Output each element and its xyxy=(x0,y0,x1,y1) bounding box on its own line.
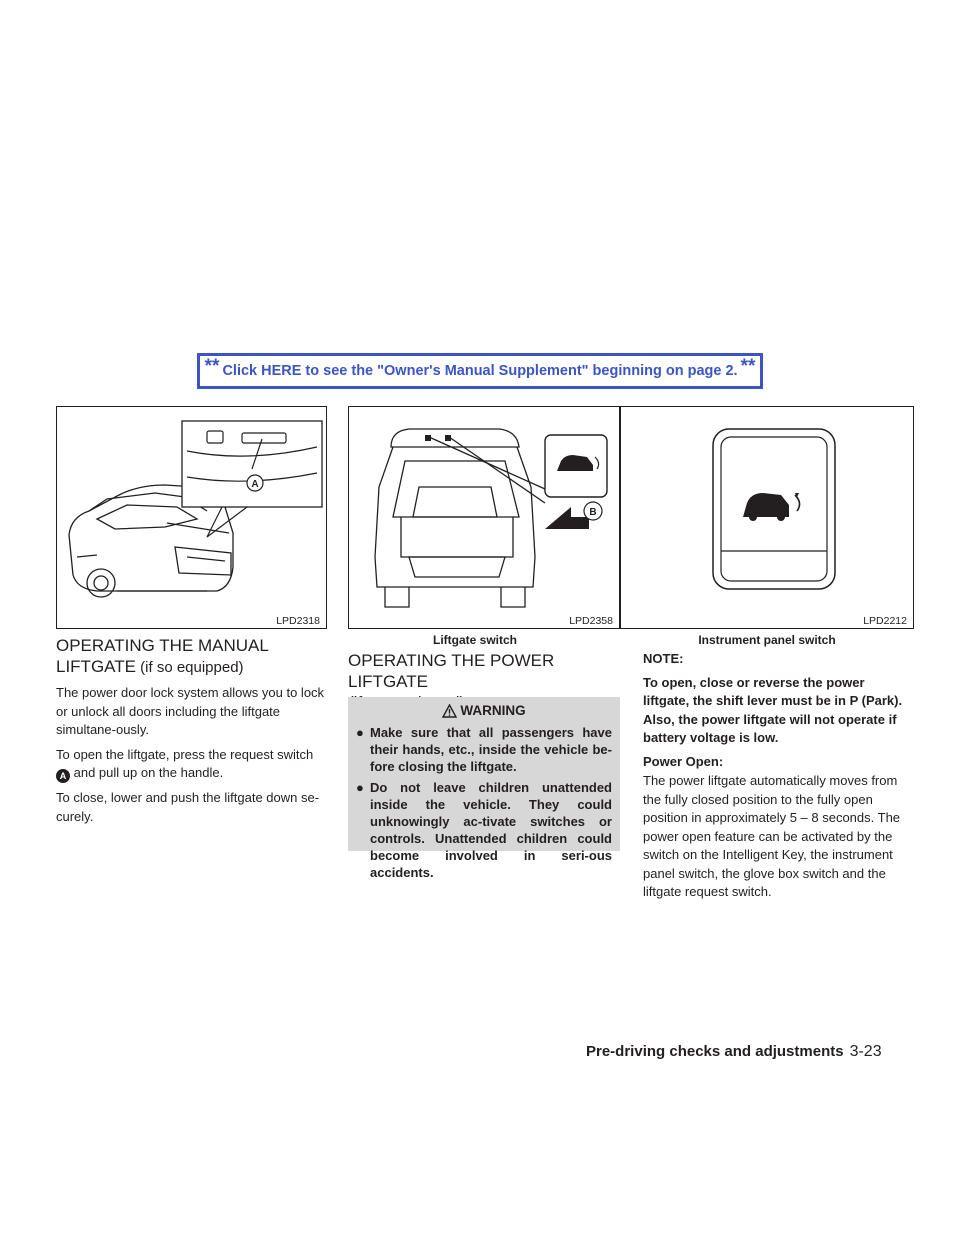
heading-line-1: OPERATING THE MANUAL xyxy=(56,636,269,655)
callout-b: B xyxy=(589,507,597,518)
paragraph: To close, lower and push the liftgate down se-curely. xyxy=(56,790,320,824)
bullet-icon: ● xyxy=(356,780,364,795)
page-number: 3-23 xyxy=(849,1043,882,1060)
panel-switch-illustration xyxy=(621,407,914,629)
note-column xyxy=(643,650,914,907)
figure-manual-liftgate xyxy=(56,406,327,629)
figure-liftgate-switch xyxy=(348,406,620,629)
figure-code: LPD2318 xyxy=(276,615,320,627)
manual-liftgate-body xyxy=(56,684,327,832)
banner-stars-right: ** xyxy=(740,356,756,377)
open-liftgate-illustration xyxy=(349,407,620,629)
supplement-link-banner[interactable] xyxy=(197,353,763,389)
callout-a: A xyxy=(251,479,259,490)
paragraph: To open the liftgate, press the request switch A and pull up on the handle. xyxy=(56,746,314,781)
figure-code: LPD2358 xyxy=(569,615,613,627)
note-label: NOTE: xyxy=(643,651,684,666)
car-rear-illustration xyxy=(57,407,327,629)
figure-caption-instrument-panel-switch: Instrument panel switch xyxy=(698,633,836,647)
figure-caption-liftgate-switch: Liftgate switch xyxy=(432,633,517,647)
footer-section: Pre-driving checks and adjustments xyxy=(586,1043,844,1060)
paragraph: The power door lock system allows you to lock or unlock all doors including the liftgate simultane-ously. xyxy=(56,685,325,737)
circled-a-icon: A xyxy=(56,769,70,783)
note-text: To open, close or reverse the power liftgate, the shift lever must be in P (Park). Also, the power liftgate will not operate if battery voltage is low. xyxy=(643,674,903,745)
banner-text: Click HERE to see the "Owner's Manual Supplement" beginning on page 2. xyxy=(222,363,738,379)
warning-title: WARNING xyxy=(460,703,526,718)
heading-line-1: OPERATING THE POWER LIFTGATE xyxy=(348,651,555,691)
heading-line-2: LIFTGATE xyxy=(56,657,136,676)
bullet-icon: ● xyxy=(356,725,364,740)
figure-instrument-panel-switch xyxy=(620,406,914,629)
power-open-label: Power Open: xyxy=(643,753,724,769)
warning-item: ● Make sure that all passengers have their hands, etc., inside the vehicle be-fore closing the liftgate. xyxy=(356,725,612,774)
warning-item: ● Do not leave children unattended inside the vehicle. They could unknowingly ac-tivate switches or controls. Unattended children could become involved in seri-ous accidents. xyxy=(356,780,612,880)
power-open-text: The power liftgate automatically moves from the fully closed position to the fully open position in approximately 5 – 8 seconds. The power open feature can be activated by the switch on the Intelligent Key, the instrument panel switch, the glove box switch and the liftgate request switch. xyxy=(643,773,901,899)
heading-manual-liftgate xyxy=(56,635,327,678)
page-footer xyxy=(586,1043,882,1061)
figure-code: LPD2212 xyxy=(863,615,907,627)
warning-box xyxy=(348,697,620,880)
warning-triangle-icon xyxy=(442,704,457,718)
banner-stars-left: ** xyxy=(204,356,220,377)
heading-equipped-note: (if so equipped) xyxy=(135,659,244,676)
